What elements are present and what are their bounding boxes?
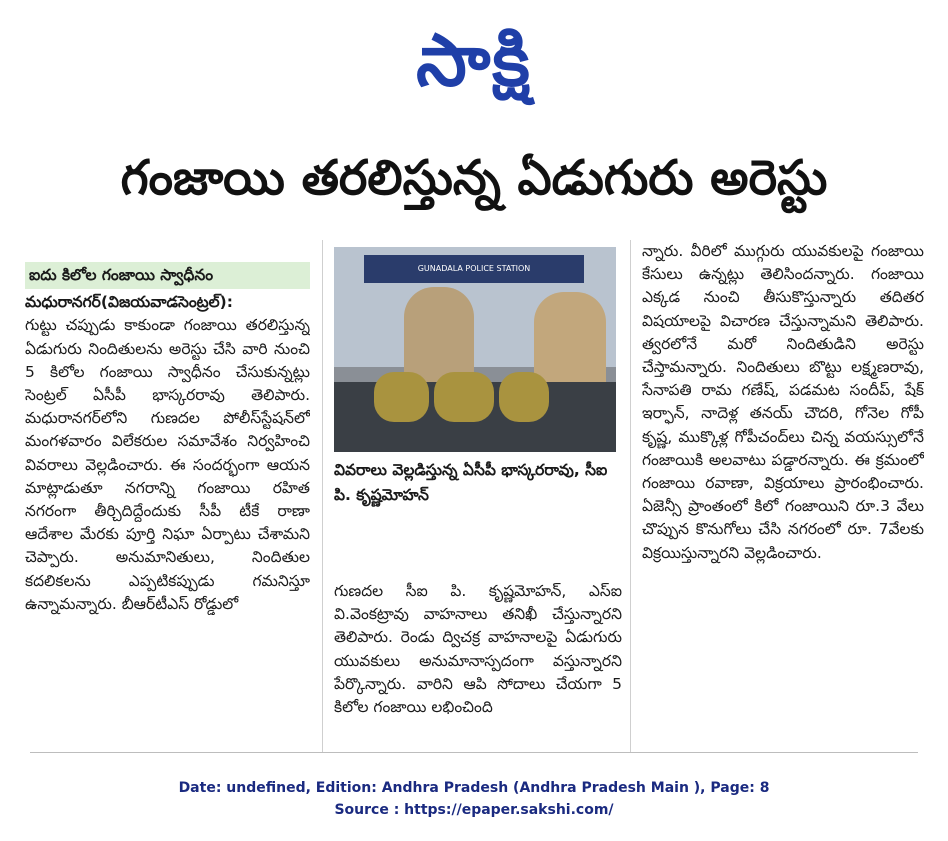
column-divider: [630, 240, 631, 752]
photo-packet: [434, 372, 494, 422]
column-1-body: గుట్టు చప్పుడు కాకుండా గంజాయి తరలిస్తున్న ఏడుగురు నిందితులను అరెస్టు చేసి వారి నుంచి 5 కిలోల గంజాయి స్వాధీనం చేసుకున్నట్లు సెంట్రల్ ఏసీపీ భాస్కరరావు తెలిపారు. మధురానగర్‌లోని గుణదల పోలీస్‌స్టేషన్‌లో మంగళవారం విలేకరుల సమావేశం నిర్వహించి వివరాలు వెల్లడించారు. ఈ సందర్భంగా ఆయన మాట్లాడుతూ నగరాన్ని గంజాయి రహిత నగరంగా తీర్చిదిద్దేందుకు సీపీ టీకే రాణా ఆదేశాల మేరకు పూర్తి నిఘా ఏర్పాటు చేశామని చెప్పారు. అనుమానితులు, నిందితుల కదలికలను ఎప్పటికప్పుడు గమనిస్తూ ఉన్నామన్నారు. బీఆర్‌టీఎస్ రోడ్డులో: [25, 316, 310, 613]
masthead-logo: [0, 18, 948, 120]
footer-source-link[interactable]: Source : https://epaper.sakshi.com/: [334, 802, 614, 818]
article-column-2: గుణదల సీఐ పి. కృష్ణమోహన్, ఎస్ఐ వి.వెంకట్రావు వాహనాలు తనిఖీ చేస్తున్నారని తెలిపారు. రెండు ద్విచక్ర వాహనాలపై ఏడుగురు యువకులు అనుమానాస్పదంగా వస్తున్నారని పేర్కొన్నారు. వారిని ఆపి సోదాలు చేయగా 5 కిలోల గంజాయి లభించింది: [334, 582, 622, 717]
photo-board: GUNADALA POLICE STATION: [364, 255, 584, 283]
article-column-3: న్నారు. వీరిలో ముగ్గురు యువకులపై గంజాయి కేసులు ఉన్నట్లు తెలిసిందన్నారు. గంజాయి ఎక్కడ నుంచి తీసుకొస్తున్నారు తదితర విషయాలపై విచారణ చేస్తున్నామని తెలిపారు. త్వరలోనే మరో నిందితుడిని అరెస్టు చేస్తామన్నారు. నిందితులు బొట్టు లక్ష్మణరావు, సేనాపతి రామ గణేష్, పడమట సందీప్, షేక్ ఇర్ఫాన్, నాదెళ్ల తనయ్ చౌదరి, గోనెల గోపీ కృష్ణ, ముక్కొళ్ల గోపీచంద్‌లు చిన్న వయస్సులోనే గంజాయికి అలవాటు పడ్డారన్నారు. ఈ క్రమంలో గంజాయి రవాణా, విక్రయాలు ప్రారంభించారు. ఏజెన్సీ ప్రాంతంలో కిలో గంజాయిని రూ.3 వేలు చొప్పున కొనుగోలు చేసి నగరంలో రూ. 7వేలకు విక్రయిస్తున్నారని వెల్లడించారు.: [642, 242, 924, 562]
photo-packet: [374, 372, 429, 422]
footer-divider: [30, 752, 918, 753]
news-photo: [334, 247, 616, 452]
column-divider: [322, 240, 323, 752]
article-headline: గంజాయి తరలిస్తున్న ఏడుగురు అరెస్టు: [120, 150, 828, 206]
photo-caption: వివరాలు వెల్లడిస్తున్న ఏసీపీ భాస్కరరావు, సీఐ పి. కృష్ణమోహన్: [334, 461, 608, 504]
article-subhead: ఐదు కిలోల గంజాయి స్వాధీనం: [25, 262, 310, 289]
dateline: మధురానగర్(విజయవాడసెంట్రల్):: [25, 293, 233, 312]
masthead-text: సాక్షి: [416, 18, 532, 102]
article-column-1: [25, 262, 310, 752]
footer-edition-line: Date: undefined, Edition: Andhra Pradesh (Andhra Pradesh Main ), Page: 8: [178, 780, 770, 796]
photo-packet: [499, 372, 549, 422]
